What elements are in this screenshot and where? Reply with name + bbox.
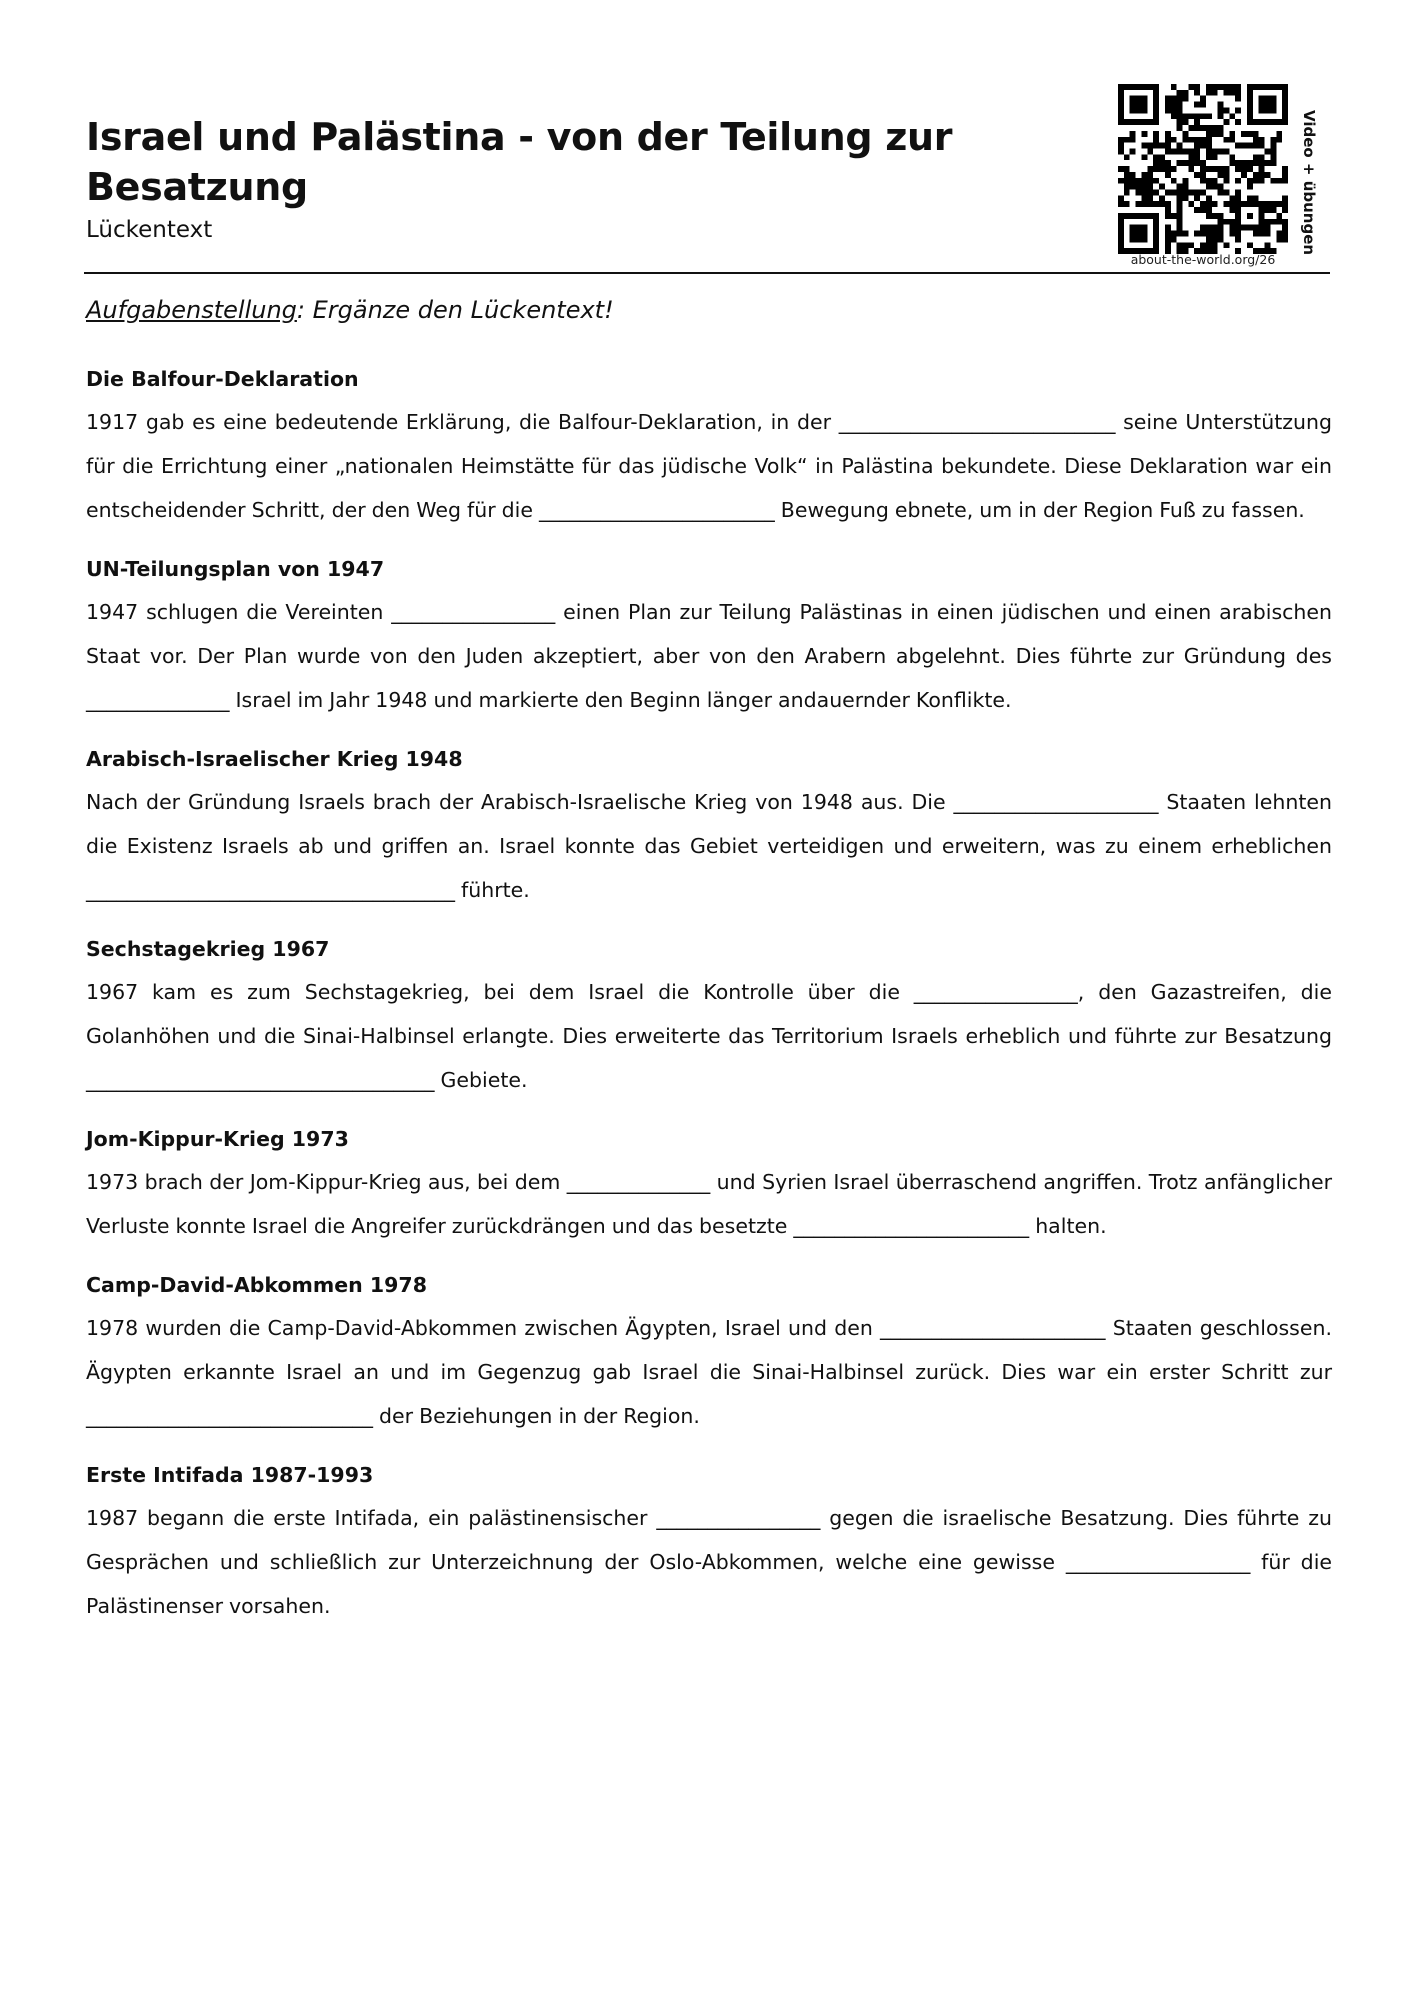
section-first-intifada — [86, 1454, 1332, 1628]
qr-code-icon[interactable] — [1118, 84, 1288, 254]
section-heading: Erste Intifada 1987-1993 — [86, 1463, 374, 1487]
header-divider — [84, 272, 1330, 274]
section-heading: Jom-Kippur-Krieg 1973 — [86, 1127, 349, 1151]
section-text: 1973 brach der Jom-Kippur-Krieg aus, bei dem ______________ und Syrien Israel überraschend angriffen. Trotz anfänglicher Verluste konnte Israel die Angreifer zurückdrängen und das besetzte _______________________ halten. — [86, 1170, 1332, 1238]
qr-block[interactable] — [1118, 84, 1290, 274]
section-text: 1978 wurden die Camp-David-Abkommen zwischen Ägypten, Israel und den ______________________ Staaten geschlossen. Ägypten erkannte Israel an und im Gegenzug gab Israel die Sinai-Halbinsel zurück. Dies war ein erster Schritt zur ____________________________ der Beziehungen in der Region. — [86, 1316, 1332, 1428]
section-heading: Sechstagekrieg 1967 — [86, 937, 330, 961]
section-yom-kippur — [86, 1118, 1332, 1248]
task-text: : Ergänze den Lückentext! — [296, 296, 614, 324]
section-six-day-war — [86, 928, 1332, 1102]
qr-side-label: Video + übungen — [1300, 110, 1318, 256]
qr-url[interactable]: about-the-world.org/26 — [1130, 252, 1276, 267]
section-war-1948 — [86, 738, 1332, 912]
section-camp-david — [86, 1264, 1332, 1438]
section-text: 1917 gab es eine bedeutende Erklärung, die Balfour-Deklaration, in der ___________________________ seine Unterstützung für die Errichtung einer „nationalen Heimstätte für das jüdische Volk“ in Palästina bekundete. Diese Deklaration war ein entscheidender Schritt, der den Weg für die _______________________ Bewegung ebnete, um in der Region Fuß zu fassen. — [86, 410, 1332, 522]
task-label: Aufgabenstellung — [86, 296, 297, 324]
sections-container — [86, 358, 1332, 1644]
qr-side-label-wrap — [1300, 110, 1330, 260]
section-heading: Die Balfour-Deklaration — [86, 367, 359, 391]
section-text: 1987 begann die erste Intifada, ein palästinensischer ________________ gegen die israelische Besatzung. Dies führte zu Gesprächen und schließlich zur Unterzeichnung der Oslo-Abkommen, welche eine gewisse __________________ für die Palästinenser vorsahen. — [86, 1506, 1332, 1618]
section-un-partition — [86, 548, 1332, 722]
section-heading: Arabisch-Israelischer Krieg 1948 — [86, 747, 463, 771]
section-text: 1967 kam es zum Sechstagekrieg, bei dem Israel die Kontrolle über die ________________, den Gazastreifen, die Golanhöhen und die Sinai-Halbinsel erlangte. Dies erweiterte das Territorium Israels erheblich und führte zur Besatzung __________________________________ Gebiete. — [86, 980, 1332, 1092]
section-text: 1947 schlugen die Vereinten ________________ einen Plan zur Teilung Palästinas in einen jüdischen und einen arabischen Staat vor. Der Plan wurde von den Juden akzeptiert, aber von den Arabern abgelehnt. Dies führte zur Gründung des ______________ Israel im Jahr 1948 und markierte den Beginn länger andauernder Konflikte. — [86, 600, 1332, 712]
section-heading: UN-Teilungsplan von 1947 — [86, 557, 385, 581]
section-heading: Camp-David-Abkommen 1978 — [86, 1273, 427, 1297]
task-instruction — [86, 296, 614, 324]
section-balfour — [86, 358, 1332, 532]
page-subtitle: Lückentext — [86, 217, 213, 243]
section-text: Nach der Gründung Israels brach der Arabisch-Israelische Krieg von 1948 aus. Die ____________________ Staaten lehnten die Existenz Israels ab und griffen an. Israel konnte das Gebiet verteidigen und erweitern, was zu einem erheblichen ____________________________________ führte. — [86, 790, 1332, 902]
page-title: Israel und Palästina - von der Teilung zur Besatzung — [86, 115, 953, 209]
